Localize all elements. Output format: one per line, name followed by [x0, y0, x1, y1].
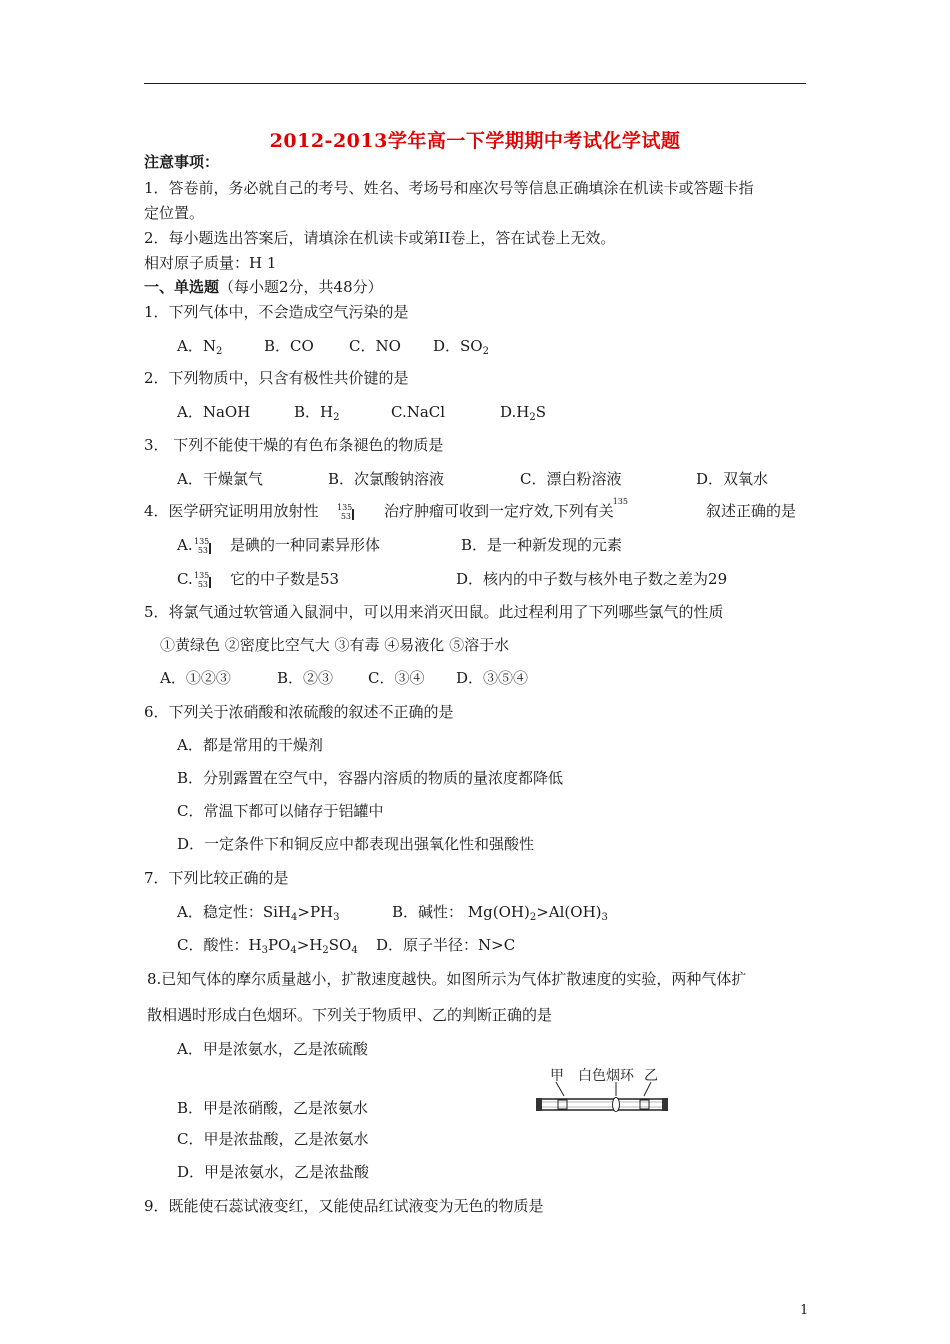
question-5-stem: 5．将氯气通过软管通入鼠洞中，可以用来消灭田鼠。此过程利用了下列哪些氯气的性质: [144, 603, 724, 621]
question-3-option-c: C．漂白粉溶液: [520, 470, 622, 488]
question-3-option-a: A．干燥氯气: [177, 470, 263, 488]
question-5-option-d: D．③⑤④: [456, 669, 529, 687]
question-7-option-b: B．碱性： $Mg(OH)_2>Al(OH)_3$: [392, 903, 608, 923]
isotope-symbol-mark: [209, 577, 211, 588]
question-7-stem: 7．下列比较正确的是: [144, 869, 289, 887]
notice-item-1-line-2: 定位置。: [144, 204, 205, 222]
question-4-option-d: D．核内的中子数与核外电子数之差为29: [456, 570, 728, 588]
notice-heading: 注意事项：: [144, 153, 220, 171]
question-2-option-c: C.NaCl: [391, 403, 446, 421]
question-6-option-b: B．分别露置在空气中，容器内溶质的物质的量浓度都降低: [177, 769, 564, 787]
page-number: 1: [800, 1303, 809, 1318]
question-8-stem-line-2: 散相遇时形成白色烟环。下列关于物质甲、乙的判断正确的是: [147, 1006, 553, 1024]
question-2-option-a: A．NaOH: [177, 403, 251, 421]
figure-label-right: 乙: [644, 1068, 658, 1084]
question-6-stem: 6．下列关于浓硝酸和浓硫酸的叙述不正确的是: [144, 703, 454, 721]
question-8-option-d: D．甲是浓氨水，乙是浓盐酸: [177, 1163, 370, 1181]
question-4-stem-part-1: 4．医学研究证明用放射性: [144, 502, 319, 520]
question-2-option-d: $D.H_2S$: [500, 403, 546, 423]
question-2-stem: 2．下列物质中，只含有极性共价键的是: [144, 369, 409, 387]
question-8-option-c: C．甲是浓盐酸，乙是浓氨水: [177, 1130, 369, 1148]
question-3-stem: 3． 下列不能使干燥的有色布条褪色的物质是: [144, 436, 444, 454]
question-4-option-b: B．是一种新发现的元素: [461, 536, 623, 554]
question-7-option-c: C．酸性：$H_3PO_4>H_2SO_4$: [177, 936, 358, 956]
question-6-option-c: C．常温下都可以储存于铝罐中: [177, 802, 384, 820]
question-6-option-a: A．都是常用的干燥剂: [177, 736, 323, 754]
exam-title: 2012-2013学年高一下学期期中考试化学试题: [269, 130, 681, 152]
isotope-notation: 135 53: [337, 503, 353, 521]
atomic-mass-note: 相对原子质量：H 1: [144, 254, 277, 272]
question-5-option-b: B．②③: [277, 669, 334, 687]
question-4-stem-part-3: 叙述正确的是: [706, 502, 797, 520]
question-4-option-a-prefix: A.: [177, 536, 193, 554]
figure-label-left: 甲: [550, 1068, 564, 1084]
diffusion-tube-drawing: [536, 1065, 668, 1117]
notice-item-1-line-1: 1．答卷前，务必就自己的考号、姓名、考场号和座次号等信息正确填涂在机读卡或答题卡指: [144, 179, 754, 197]
question-3-option-b: B．次氯酸钠溶液: [328, 470, 445, 488]
isotope-notation: 135 53: [194, 571, 210, 589]
question-9-stem: 9．既能使石蕊试液变红，又能使品红试液变为无色的物质是: [144, 1197, 544, 1215]
question-1-stem: 1．下列气体中，不会造成空气污染的是: [144, 303, 409, 321]
question-1-option-a: A．$N_2$: [177, 337, 223, 357]
question-3-option-d: D．双氧水: [696, 470, 769, 488]
question-7-option-d: D．原子半径：N>C: [376, 936, 516, 954]
question-4-option-c-prefix: C.: [177, 570, 193, 588]
question-7-option-a: A．稳定性：$SiH_4>PH_3$: [177, 903, 340, 923]
section-1-heading: 一、单选题（每小题2分，共48分）: [144, 278, 383, 296]
question-4-option-c: 它的中子数是53: [230, 570, 340, 588]
isotope-notation: 135: [612, 497, 628, 506]
question-8-option-b: B．甲是浓硝酸，乙是浓氨水: [177, 1099, 369, 1117]
header-rule: [144, 83, 806, 84]
question-2-option-b: B．$H_2$: [294, 403, 340, 423]
question-5-properties: ①黄绿色 ②密度比空气大 ③有毒 ④易液化 ⑤溶于水: [160, 636, 510, 654]
question-1-option-d: D．$SO_2$: [433, 337, 489, 357]
question-6-option-d: D．一定条件下和铜反应中都表现出强氧化性和强酸性: [177, 835, 535, 853]
question-4-stem-part-2: 治疗肿瘤可收到一定疗效,下列有关: [384, 502, 614, 520]
isotope-symbol-mark: [209, 543, 211, 554]
question-4-option-a: 是碘的一种同素异形体: [230, 536, 381, 554]
question-8-option-a: A．甲是浓氨水，乙是浓硫酸: [177, 1040, 368, 1058]
notice-item-2: 2．每小题选出答案后，请填涂在机读卡或第II卷上，答在试卷上无效。: [144, 229, 616, 247]
question-1-option-c: C．NO: [349, 337, 401, 355]
diffusion-tube-figure: [536, 1065, 668, 1117]
question-8-stem-line-1: 8.已知气体的摩尔质量越小，扩散速度越快。如图所示为气体扩散速度的实验，两种气体扩: [147, 970, 747, 988]
question-5-option-c: C．③④: [368, 669, 425, 687]
figure-label-middle: 白色烟环: [578, 1068, 634, 1084]
isotope-symbol-mark: [352, 509, 354, 520]
question-1-option-b: B．CO: [264, 337, 314, 355]
isotope-notation: 135 53: [194, 537, 210, 555]
question-5-option-a: A．①②③: [160, 669, 231, 687]
